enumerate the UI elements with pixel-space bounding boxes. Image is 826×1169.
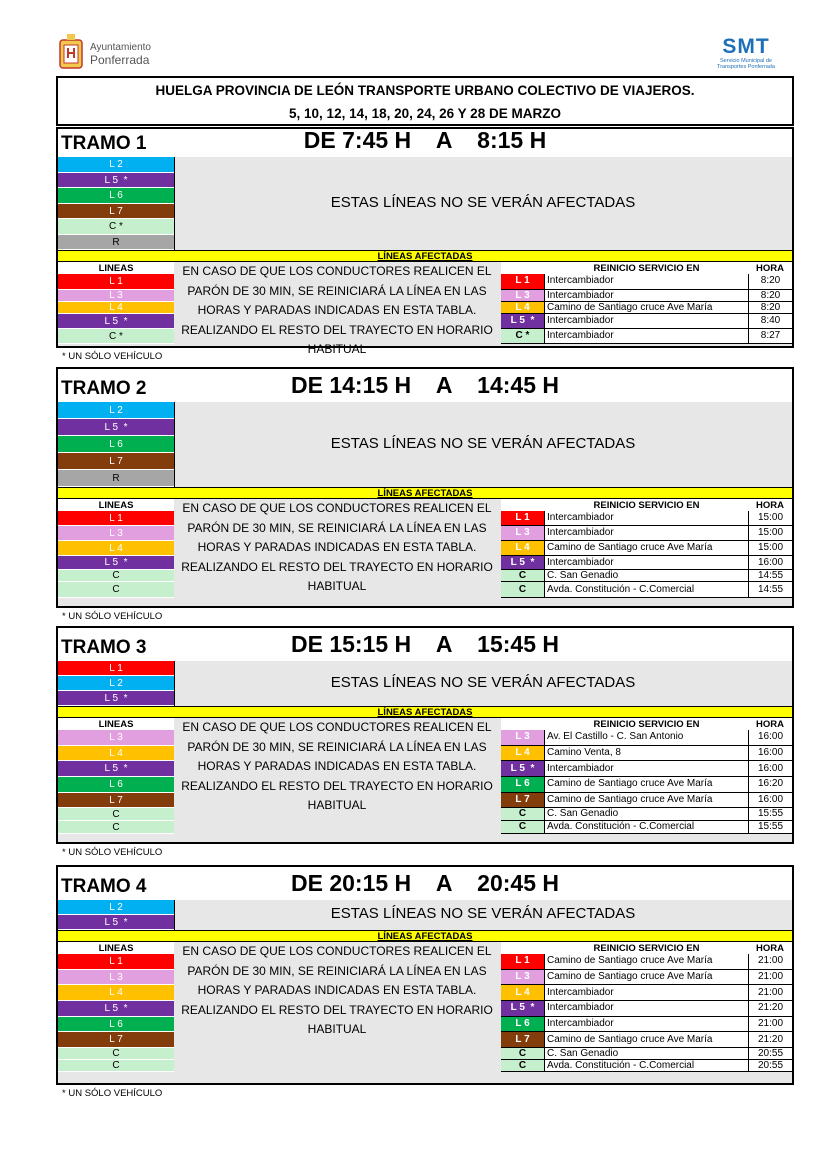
lineas-column-header: LINEAS	[58, 499, 174, 511]
affected-line-chip: L 3	[58, 526, 174, 541]
tramo-time-range: DE 20:15 H A 20:45 H	[290, 870, 559, 896]
tramo-label: TRAMO 1	[61, 133, 147, 154]
restart-row	[501, 526, 792, 541]
restart-table-header	[501, 718, 792, 730]
restart-note-line: REALIZANDO EL RESTO DEL TRAYECTO EN HORARIO	[181, 778, 493, 793]
restart-row	[501, 970, 792, 986]
restart-hour: 20:55	[748, 1048, 792, 1059]
restart-stop: Camino de Santiago cruce Ave María	[547, 301, 713, 313]
affected-line-chip: C	[58, 582, 174, 598]
restart-stop: Avda. Constitución - C.Comercial	[547, 584, 695, 595]
unaffected-line-chip: R	[58, 470, 174, 487]
restart-hour: 8:20	[748, 274, 792, 289]
restart-stop: Avda. Constitución - C.Comercial	[547, 821, 695, 832]
restart-row	[501, 808, 792, 821]
unaffected-message: ESTAS LÍNEAS NO SE VERÁN AFECTADAS	[330, 434, 636, 452]
restart-hour: 16:00	[748, 793, 792, 808]
hour-column-header: HORA	[756, 500, 784, 511]
restart-note	[176, 942, 498, 1040]
smt-logo-text: SMT	[722, 35, 770, 58]
restart-row	[501, 314, 792, 329]
restart-stop: Intercambiador	[547, 1002, 614, 1013]
affected-line-chip: L 3	[58, 730, 174, 746]
affected-line-chip: L 4	[58, 985, 174, 1001]
restart-stop: Intercambiador	[547, 275, 614, 286]
affected-line-chip: L 1	[58, 954, 174, 970]
affected-line-chip: C	[58, 808, 174, 821]
restart-note	[176, 262, 498, 360]
restart-row	[501, 746, 792, 762]
restart-hour: 21:20	[748, 1001, 792, 1016]
single-vehicle-footnote: * UN SÓLO VEHÍCULO	[62, 1088, 163, 1099]
unaffected-line-chip: L 5 *	[58, 173, 174, 189]
smt-logo-sub2: Transportes Ponferrada	[717, 64, 775, 70]
unaffected-line-chip: L 7	[58, 204, 174, 220]
restart-hour: 20:55	[748, 1060, 792, 1071]
restart-note	[176, 718, 498, 816]
affected-lines-banner: LÍNEAS AFECTADAS	[58, 706, 792, 718]
restart-hour: 8:40	[748, 314, 792, 328]
single-vehicle-footnote: * UN SÓLO VEHÍCULO	[62, 847, 163, 858]
restart-note-line: HORAS Y PARADAS INDICADAS EN ESTA TABLA.	[197, 303, 477, 317]
affected-lines-banner: LÍNEAS AFECTADAS	[58, 250, 792, 262]
unaffected-line-chip: L 1	[58, 661, 174, 676]
lineas-column-header: LINEAS	[58, 942, 174, 954]
smt-logo	[700, 36, 792, 74]
restart-line-code: L 5 *	[501, 1001, 545, 1016]
restart-note-line: HABITUAL	[307, 798, 367, 812]
restart-hour: 21:20	[748, 1032, 792, 1047]
restart-line-code: L 3	[501, 526, 545, 540]
restart-hour: 8:27	[748, 329, 792, 343]
tramo-time-range: DE 7:45 H A 8:15 H	[303, 127, 547, 153]
unaffected-message: ESTAS LÍNEAS NO SE VERÁN AFECTADAS	[330, 673, 636, 691]
restart-row	[501, 1060, 792, 1072]
restart-stop: C. San Genadio	[547, 808, 619, 819]
restart-hour: 15:00	[748, 541, 792, 555]
restart-note-line: REALIZANDO EL RESTO DEL TRAYECTO EN HORARIO	[181, 559, 493, 574]
affected-line-chip: L 3	[58, 970, 174, 986]
affected-line-chip: L 6	[58, 1017, 174, 1033]
restart-row	[501, 1032, 792, 1048]
restart-note-line: EN CASO DE QUE LOS CONDUCTORES REALICEN EL	[182, 720, 492, 734]
restart-line-code: L 1	[501, 954, 545, 969]
unaffected-line-chip: L 6	[58, 436, 174, 453]
restart-line-code: L 3	[501, 970, 545, 985]
restart-stop: Intercambiador	[547, 1017, 614, 1029]
affected-line-chip: L 3	[58, 290, 174, 302]
restart-line-code: C	[501, 582, 545, 597]
restart-hour: 15:00	[748, 511, 792, 525]
restart-line-code: C	[501, 821, 545, 833]
restart-stop: Intercambiador	[547, 289, 614, 301]
restart-stop: Avda. Constitución - C.Comercial	[547, 1060, 695, 1071]
unaffected-line-chip: L 5 *	[58, 691, 174, 706]
restart-note-line: EN CASO DE QUE LOS CONDUCTORES REALICEN EL	[182, 944, 492, 958]
affected-line-chip: L 5 *	[58, 1001, 174, 1017]
hour-column-header: HORA	[756, 263, 784, 274]
restart-stop: Camino de Santiago cruce Ave María	[547, 955, 713, 966]
restart-stop: Camino de Santiago cruce Ave María	[547, 793, 713, 805]
unaffected-line-chip: L 7	[58, 453, 174, 470]
restart-row	[501, 954, 792, 970]
restart-line-code: L 4	[501, 985, 545, 1000]
tramo-header	[58, 129, 792, 158]
unaffected-line-chip: L 2	[58, 402, 174, 419]
title-line-1: HUELGA PROVINCIA DE LEÓN TRANSPORTE URBANO COLECTIVO DE VIAJEROS.	[155, 83, 695, 98]
tramo-section	[56, 626, 794, 844]
ayuntamiento-logo	[58, 34, 178, 74]
title-line-2: 5, 10, 12, 14, 18, 20, 24, 26 Y 28 DE MARZO	[289, 106, 561, 121]
affected-line-chip: C	[58, 1048, 174, 1060]
single-vehicle-footnote: * UN SÓLO VEHÍCULO	[62, 611, 163, 622]
restart-note-line: EN CASO DE QUE LOS CONDUCTORES REALICEN EL	[182, 264, 492, 278]
logo-text-ayuntamiento: Ayuntamiento	[90, 42, 151, 53]
affected-line-chip: C	[58, 570, 174, 582]
unaffected-line-chip: L 5 *	[58, 419, 174, 436]
restart-stop: Intercambiador	[547, 557, 614, 568]
restart-note-line: REALIZANDO EL RESTO DEL TRAYECTO EN HORARIO	[181, 1002, 493, 1017]
affected-line-chip: L 4	[58, 302, 174, 314]
restart-row	[501, 290, 792, 302]
restart-column-header: REINICIO SERVICIO EN	[593, 500, 700, 511]
restart-stop: Intercambiador	[547, 314, 614, 326]
restart-line-code: C	[501, 1048, 545, 1059]
affected-line-chip: C	[58, 821, 174, 834]
restart-row	[501, 761, 792, 777]
restart-line-code: L 1	[501, 511, 545, 525]
restart-row	[501, 556, 792, 570]
restart-stop: Av. El Castillo - C. San Antonio	[547, 731, 684, 742]
unaffected-line-chip: L 2	[58, 157, 174, 173]
hour-column-header: HORA	[756, 719, 784, 730]
restart-row	[501, 821, 792, 834]
restart-line-code: L 5 *	[501, 314, 545, 328]
coat-of-arms-icon	[58, 34, 84, 72]
restart-line-code: L 3	[501, 730, 545, 745]
tramo-label: TRAMO 3	[61, 637, 147, 658]
restart-line-code: L 6	[501, 777, 545, 792]
restart-row	[501, 793, 792, 809]
restart-stop: Intercambiador	[547, 987, 614, 998]
affected-line-chip: L 7	[58, 793, 174, 809]
restart-stop: Intercambiador	[547, 329, 614, 341]
restart-note-line: PARÓN DE 30 MIN, SE REINICIARÁ LA LÍNEA EN LAS	[187, 520, 487, 535]
unaffected-line-chip: R	[58, 235, 174, 251]
tramo-header	[58, 867, 792, 901]
restart-table-header	[501, 942, 792, 954]
restart-row	[501, 777, 792, 793]
restart-note	[176, 499, 498, 597]
restart-row	[501, 511, 792, 526]
restart-row	[501, 541, 792, 556]
restart-stop: Camino de Santiago cruce Ave María	[547, 778, 713, 789]
restart-hour: 14:55	[748, 570, 792, 581]
restart-column-header: REINICIO SERVICIO EN	[593, 263, 700, 274]
smt-logo-sub1: Servicio Municipal de	[720, 58, 772, 64]
lineas-column-header: LINEAS	[58, 262, 174, 274]
restart-note-line: HABITUAL	[307, 1022, 367, 1036]
restart-stop: C. San Genadio	[547, 570, 619, 581]
affected-line-chip: L 7	[58, 1032, 174, 1048]
affected-lines-banner: LÍNEAS AFECTADAS	[58, 487, 792, 499]
tramo-label: TRAMO 2	[61, 378, 147, 399]
restart-row	[501, 985, 792, 1001]
single-vehicle-footnote: * UN SÓLO VEHÍCULO	[62, 351, 163, 362]
restart-hour: 15:00	[748, 526, 792, 540]
restart-note-line: HABITUAL	[307, 579, 367, 593]
restart-note-line: HORAS Y PARADAS INDICADAS EN ESTA TABLA.	[197, 540, 477, 554]
tramo-time-range: DE 14:15 H A 14:45 H	[290, 372, 559, 398]
unaffected-line-chip: L 2	[58, 676, 174, 691]
restart-stop: Camino de Santiago cruce Ave María	[547, 542, 713, 553]
restart-line-code: L 4	[501, 541, 545, 555]
restart-row	[501, 730, 792, 746]
restart-hour: 8:20	[748, 290, 792, 301]
restart-line-code: L 3	[501, 290, 545, 301]
lineas-column-header: LINEAS	[58, 718, 174, 730]
restart-stop: Intercambiador	[547, 527, 614, 538]
restart-hour: 21:00	[748, 954, 792, 969]
restart-column-header: REINICIO SERVICIO EN	[593, 719, 700, 730]
restart-row	[501, 302, 792, 314]
restart-line-code: L 1	[501, 274, 545, 289]
restart-row	[501, 1017, 792, 1033]
tramo-header	[58, 628, 792, 662]
affected-line-chip: L 4	[58, 746, 174, 762]
tramo-label: TRAMO 4	[61, 876, 147, 897]
affected-line-chip: L 4	[58, 541, 174, 556]
restart-hour: 16:00	[748, 746, 792, 761]
restart-table-header	[501, 499, 792, 511]
tramo-time-range: DE 15:15 H A 15:45 H	[290, 631, 559, 657]
restart-note-line: REALIZANDO EL RESTO DEL TRAYECTO EN HORARIO	[181, 322, 493, 337]
unaffected-line-chip: L 6	[58, 188, 174, 204]
logo-text-ponferrada: Ponferrada	[90, 53, 150, 67]
restart-stop: Intercambiador	[547, 512, 614, 523]
restart-stop: Camino Venta, 8	[547, 746, 621, 758]
restart-stop: Camino de Santiago cruce Ave María	[547, 970, 713, 982]
restart-hour: 16:00	[748, 730, 792, 745]
restart-note-line: HORAS Y PARADAS INDICADAS EN ESTA TABLA.	[197, 759, 477, 773]
unaffected-message: ESTAS LÍNEAS NO SE VERÁN AFECTADAS	[330, 905, 636, 922]
restart-hour: 16:00	[748, 761, 792, 776]
restart-column-header: REINICIO SERVICIO EN	[593, 943, 700, 954]
restart-row	[501, 1048, 792, 1060]
tramo-section	[56, 127, 794, 356]
restart-note-line: PARÓN DE 30 MIN, SE REINICIARÁ LA LÍNEA EN LAS	[187, 739, 487, 754]
restart-row	[501, 1001, 792, 1017]
restart-hour: 8:20	[748, 302, 792, 313]
restart-line-code: C *	[501, 329, 545, 343]
affected-line-chip: L 1	[58, 274, 174, 290]
restart-note-line: EN CASO DE QUE LOS CONDUCTORES REALICEN EL	[182, 501, 492, 515]
restart-line-code: C	[501, 570, 545, 581]
restart-line-code: L 7	[501, 1032, 545, 1047]
restart-line-code: L 4	[501, 302, 545, 313]
affected-line-chip: L 5 *	[58, 556, 174, 570]
restart-line-code: L 7	[501, 793, 545, 808]
affected-line-chip: C	[58, 1060, 174, 1072]
restart-line-code: L 5 *	[501, 761, 545, 776]
restart-hour: 14:55	[748, 582, 792, 597]
restart-table-header	[501, 262, 792, 274]
affected-line-chip: L 5 *	[58, 314, 174, 329]
affected-lines-banner: LÍNEAS AFECTADAS	[58, 930, 792, 942]
tramo-section	[56, 367, 794, 608]
restart-hour: 21:00	[748, 1017, 792, 1032]
restart-row	[501, 582, 792, 598]
restart-note-line: PARÓN DE 30 MIN, SE REINICIARÁ LA LÍNEA EN LAS	[187, 283, 487, 298]
restart-line-code: L 5 *	[501, 556, 545, 569]
restart-line-code: C	[501, 1060, 545, 1071]
unaffected-line-chip: L 2	[58, 900, 174, 915]
affected-line-chip: L 5 *	[58, 761, 174, 777]
restart-line-code: C	[501, 808, 545, 820]
restart-row	[501, 329, 792, 344]
restart-hour: 21:00	[748, 985, 792, 1000]
restart-stop: Intercambiador	[547, 763, 614, 774]
restart-line-code: L 4	[501, 746, 545, 761]
unaffected-line-chip: L 5 *	[58, 915, 174, 930]
restart-row	[501, 274, 792, 290]
unaffected-message: ESTAS LÍNEAS NO SE VERÁN AFECTADAS	[330, 193, 636, 211]
affected-line-chip: L 6	[58, 777, 174, 793]
restart-line-code: L 6	[501, 1017, 545, 1032]
restart-stop: Camino de Santiago cruce Ave María	[547, 1034, 713, 1045]
restart-row	[501, 570, 792, 582]
restart-note-line: PARÓN DE 30 MIN, SE REINICIARÁ LA LÍNEA EN LAS	[187, 963, 487, 978]
restart-hour: 21:00	[748, 970, 792, 985]
restart-hour: 15:55	[748, 808, 792, 820]
tramo-header	[58, 369, 792, 403]
hour-column-header: HORA	[756, 943, 784, 954]
restart-note-line: HORAS Y PARADAS INDICADAS EN ESTA TABLA.	[197, 983, 477, 997]
restart-hour: 16:20	[748, 777, 792, 792]
tramo-section	[56, 865, 794, 1085]
restart-stop: C. San Genadio	[547, 1048, 619, 1059]
affected-line-chip: C *	[58, 329, 174, 344]
affected-line-chip: L 1	[58, 511, 174, 526]
document-title	[56, 76, 794, 126]
restart-hour: 15:55	[748, 821, 792, 833]
restart-hour: 16:00	[748, 556, 792, 569]
restart-note-line: HABITUAL	[307, 342, 367, 356]
unaffected-line-chip: C *	[58, 219, 174, 235]
